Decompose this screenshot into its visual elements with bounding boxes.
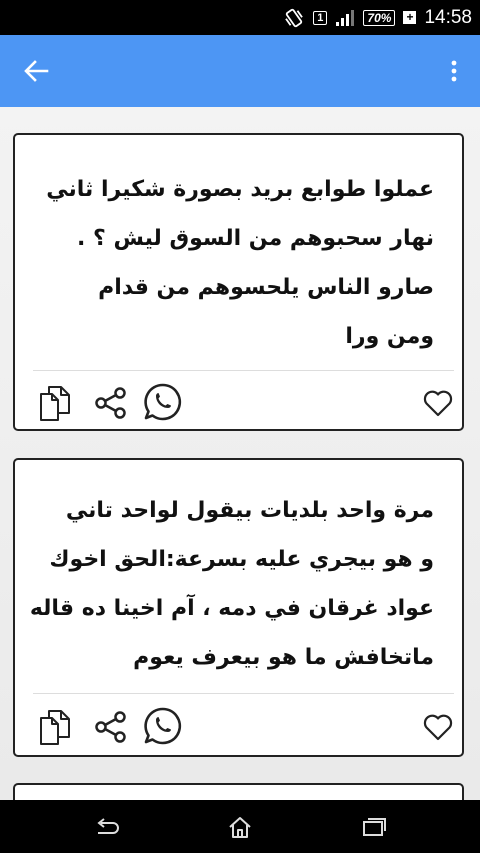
back-nav-icon: [93, 818, 121, 836]
copy-icon: [36, 707, 76, 747]
status-bar: [0, 0, 480, 35]
post-text: [46, 165, 434, 361]
whatsapp-button[interactable]: [141, 704, 185, 748]
whatsapp-icon: [142, 381, 184, 423]
signal-icon: [335, 9, 355, 27]
nav-home-button[interactable]: [220, 810, 260, 844]
share-button[interactable]: [90, 382, 132, 424]
home-icon: [227, 815, 253, 839]
copy-button[interactable]: [35, 706, 77, 748]
vibrate-icon: [283, 7, 305, 29]
app-bar: [0, 35, 480, 107]
post-line: عملوا طوابع بريد بصورة شكيرا ثاني: [46, 177, 434, 202]
divider: [33, 693, 454, 694]
share-icon: [93, 385, 129, 421]
post-line: ومن ورا: [345, 324, 434, 349]
system-nav-bar: [0, 800, 480, 853]
nav-back-button[interactable]: [87, 810, 127, 844]
post-text: [30, 486, 434, 682]
share-icon: [93, 709, 129, 745]
favorite-icon: [422, 712, 454, 742]
sim-indicator: 1: [313, 11, 327, 25]
share-button[interactable]: [90, 706, 132, 748]
overflow-menu-button[interactable]: [442, 51, 466, 91]
post-card: [13, 458, 464, 757]
charging-icon: +: [403, 11, 416, 24]
battery-percent: 70%: [367, 10, 392, 25]
copy-icon: [36, 383, 76, 423]
battery-icon: [363, 10, 395, 26]
back-button[interactable]: [16, 51, 56, 91]
clock: 14:58: [424, 6, 472, 28]
post-actions: [15, 378, 462, 428]
favorite-icon: [422, 388, 454, 418]
posts-list[interactable]: [0, 107, 480, 800]
arrow-back-icon: [23, 59, 49, 83]
whatsapp-icon: [142, 705, 184, 747]
recents-icon: [361, 816, 387, 838]
post-line: نهار سحبوهم من السوق ليش ؟ .: [77, 226, 434, 251]
more-vert-icon: [451, 60, 457, 82]
post-card: [13, 783, 464, 800]
favorite-button[interactable]: [417, 706, 459, 748]
post-line: صارو الناس يلحسوهم من قدام: [98, 275, 434, 300]
post-line: و هو بيجري عليه بسرعة:الحق اخوك: [49, 547, 434, 572]
post-actions: [15, 702, 462, 752]
post-line: عواد غرقان في دمه ، آم اخينا ده قاله: [29, 596, 434, 621]
nav-recents-button[interactable]: [354, 810, 394, 844]
favorite-button[interactable]: [417, 382, 459, 424]
whatsapp-button[interactable]: [141, 380, 185, 424]
copy-button[interactable]: [35, 382, 77, 424]
post-card: [13, 133, 464, 431]
divider: [33, 370, 454, 371]
status-icons: [283, 0, 472, 35]
post-line: ماتخافش ما هو بيعرف يعوم: [133, 645, 434, 670]
post-line: مرة واحد بلديات بيقول لواحد تاني: [65, 498, 434, 523]
